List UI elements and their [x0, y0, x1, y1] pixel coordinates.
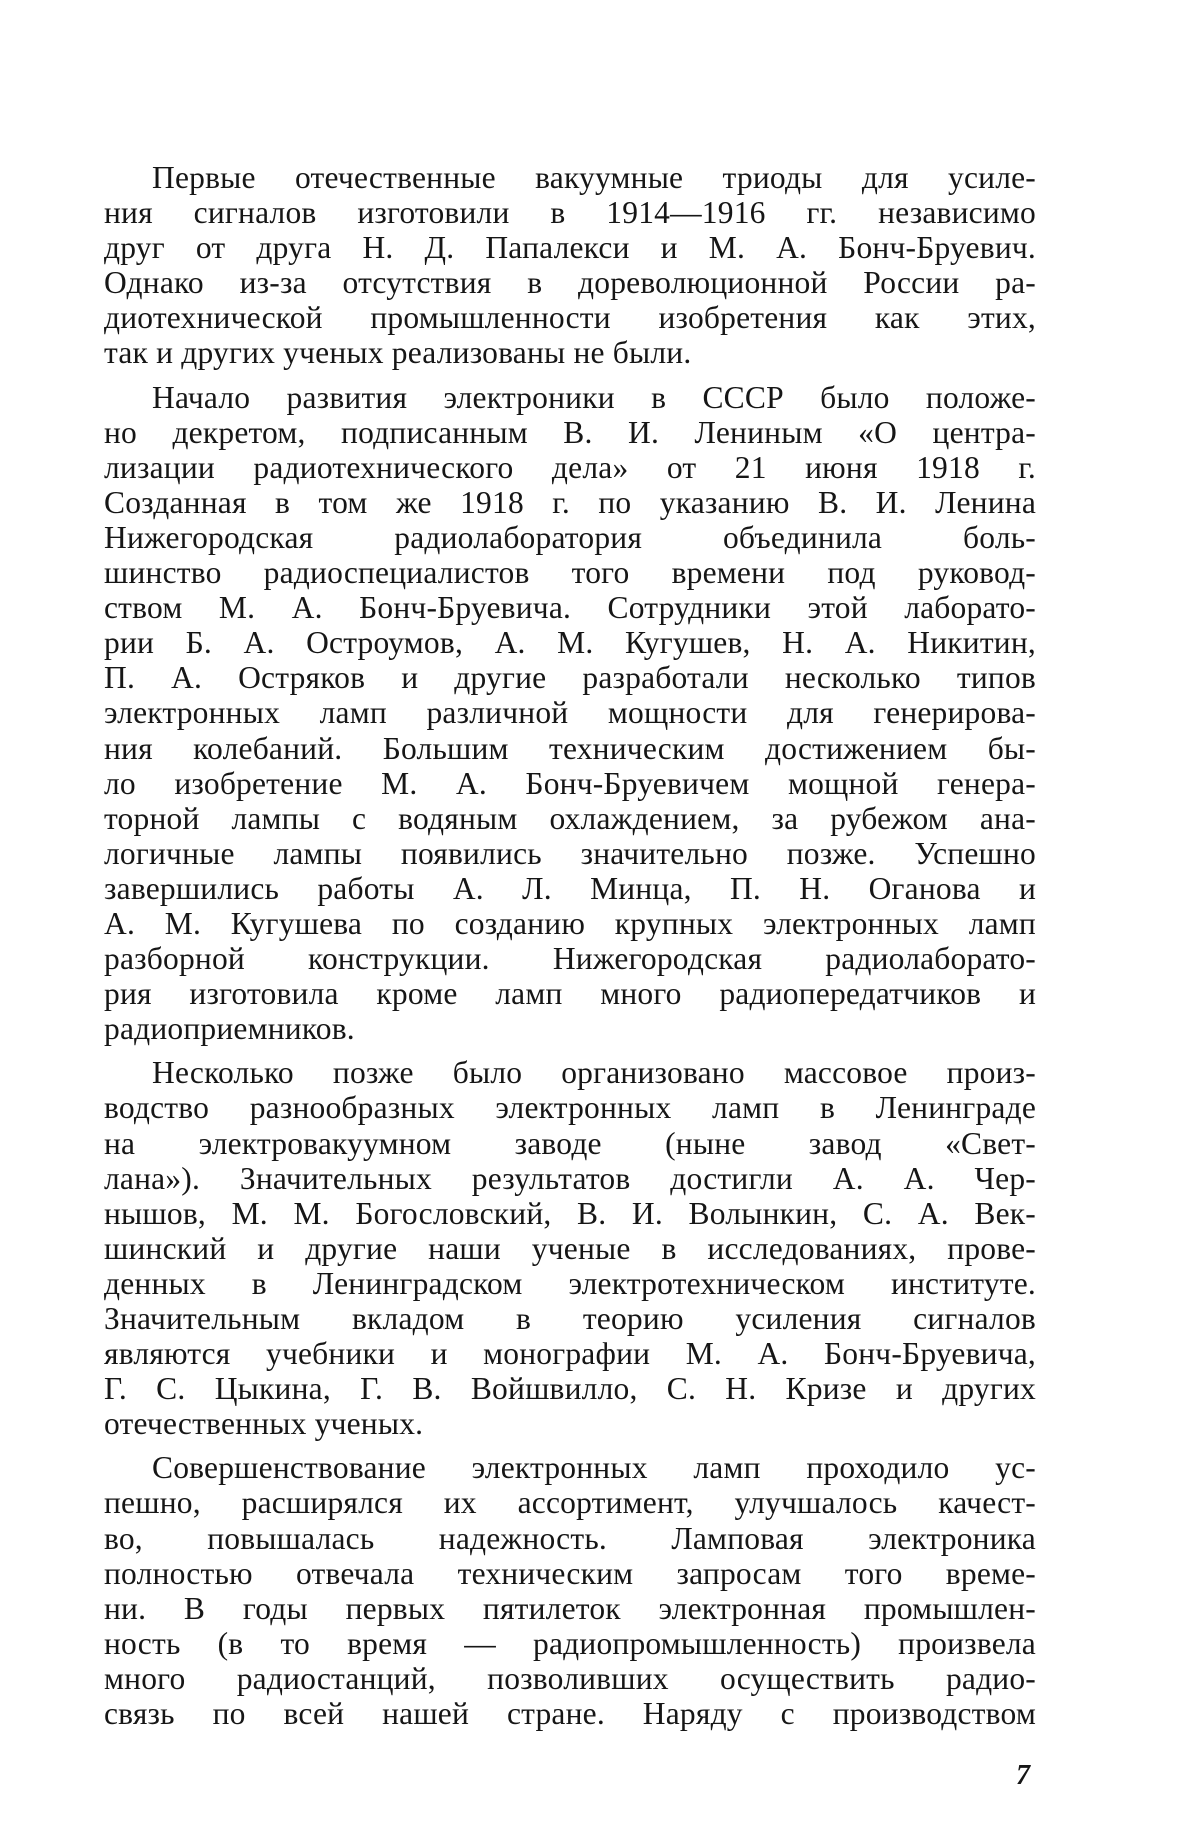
page-number: 7 — [1016, 1760, 1030, 1791]
text-line: лана»). Значительных результатов достигли А. А. Чер- — [104, 1160, 1036, 1196]
text-line: рия изготовила кроме ламп много радиопередатчиков и — [104, 976, 1036, 1012]
paragraph-1 — [104, 160, 1036, 371]
text-line: радиоприемников. — [104, 1011, 355, 1047]
text-line: Совершенствование электронных ламп проходило ус- — [152, 1450, 1036, 1486]
paragraph-3 — [104, 1055, 1036, 1441]
text-line: отечественных ученых. — [104, 1406, 424, 1442]
text-line: много радиостанций, позволивших осуществить радио- — [104, 1660, 1036, 1696]
text-line: шинский и другие наши ученые в исследованиях, прове- — [104, 1230, 1036, 1266]
text-line: рии Б. А. Остроумов, А. М. Кугушев, Н. А. Никитин, — [104, 625, 1036, 661]
text-line: ло изобретение М. А. Бонч-Бруевичем мощной генера- — [104, 765, 1036, 801]
text-line: так и других ученых реализованы не были. — [104, 335, 692, 371]
text-line: ния сигналов изготовили в 1914—1916 гг. независимо — [104, 195, 1036, 231]
text-line: Нижегородская радиолаборатория объединила боль- — [104, 519, 1036, 555]
text-line: во, повышалась надежность. Ламповая электроника — [104, 1520, 1036, 1556]
text-line: разборной конструкции. Нижегородская радиолаборато- — [104, 941, 1036, 977]
text-line: Начало развития электроники в СССР было положе- — [152, 379, 1036, 415]
text-line: но декретом, подписанным В. И. Лениным «О центра- — [104, 414, 1036, 450]
text-line: нышов, М. М. Богословский, В. И. Волынкин, С. А. Век- — [104, 1195, 1036, 1231]
text-line: торной лампы с водяным охлаждением, за рубежом ана- — [104, 800, 1036, 836]
text-line: ность (в то время — радиопромышленность) произвела — [104, 1625, 1036, 1661]
paragraph-4 — [104, 1450, 1036, 1731]
text-line: пешно, расширялся их ассортимент, улучшалось качест- — [104, 1485, 1036, 1521]
text-line: шинство радиоспециалистов того времени под руковод- — [104, 555, 1036, 591]
text-line: Г. С. Цыкина, Г. В. Войшвилло, С. Н. Кризе и других — [104, 1371, 1036, 1407]
text-line: друг от друга Н. Д. Папалекси и М. А. Бонч-Бруевич. — [104, 230, 1036, 266]
text-line: Несколько позже было организовано массовое произ- — [152, 1055, 1036, 1091]
body-text — [104, 160, 1036, 1740]
text-line: Значительным вкладом в теорию усиления сигналов — [104, 1301, 1036, 1336]
text-line: являются учебники и монографии М. А. Бонч-Бруевича, — [104, 1336, 1036, 1372]
text-line: А. М. Кугушева по созданию крупных электронных ламп — [104, 905, 1036, 941]
text-line: Созданная в том же 1918 г. по указанию В. И. Ленина — [104, 484, 1036, 520]
text-line: ни. В годы первых пятилеток электронная промышлен- — [104, 1590, 1036, 1626]
text-line: лизации радиотехнического дела» от 21 июня 1918 г. — [104, 449, 1036, 485]
text-line: полностью отвечала техническим запросам того време- — [104, 1555, 1036, 1591]
text-line: Первые отечественные вакуумные триоды для усиле- — [152, 160, 1036, 195]
text-line: ния колебаний. Большим техническим достижением бы- — [104, 730, 1036, 766]
paragraph-2 — [104, 380, 1036, 1047]
text-line: денных в Ленинградском электротехническом институте. — [104, 1265, 1036, 1301]
text-line: диотехнической промышленности изобретения как этих, — [104, 300, 1036, 336]
text-line: Однако из-за отсутствия в дореволюционной России ра- — [104, 265, 1036, 301]
text-line: электронных ламп различной мощности для генерирова- — [104, 695, 1036, 731]
text-line: П. А. Остряков и другие разработали несколько типов — [104, 660, 1036, 696]
text-line: водство разнообразных электронных ламп в Ленинграде — [104, 1090, 1036, 1126]
text-line: ством М. А. Бонч-Бруевича. Сотрудники этой лаборато- — [104, 590, 1036, 626]
text-line: завершились работы А. Л. Минца, П. Н. Оганова и — [104, 870, 1036, 906]
text-line: на электровакуумном заводе (ныне завод «Свет- — [104, 1125, 1036, 1161]
text-line: логичные лампы появились значительно позже. Успешно — [104, 835, 1036, 871]
text-line: связь по всей нашей стране. Наряду с производством — [104, 1696, 1036, 1732]
